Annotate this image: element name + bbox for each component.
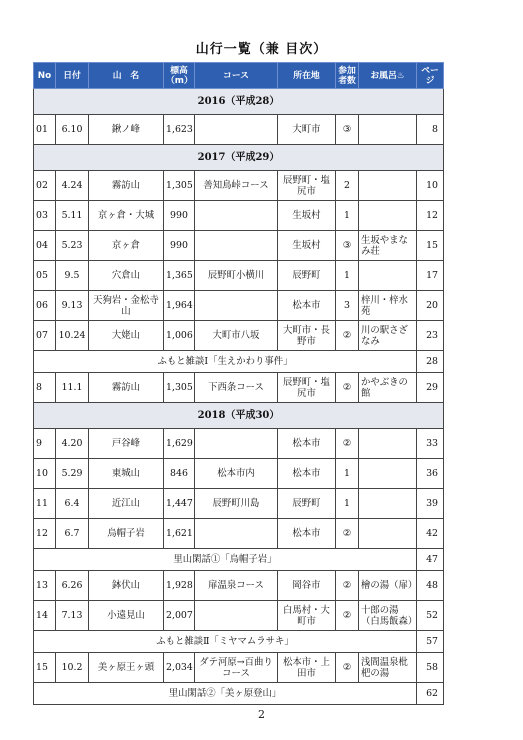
cell-participants: ②	[336, 519, 359, 549]
cell-participants: 1	[336, 261, 359, 291]
cell-elevation: 1,305	[164, 373, 195, 403]
cell-date: 5.11	[56, 201, 89, 231]
cell-participants: 1	[336, 489, 359, 519]
cell-mountain: 鉢伏山	[89, 571, 164, 601]
cell-date: 5.23	[56, 231, 89, 261]
cell-course: 下西条コース	[195, 373, 278, 403]
cell-mountain: 小遠見山	[89, 601, 164, 631]
cell-no: 04	[34, 231, 56, 261]
cell-page: 29	[417, 373, 444, 403]
cell-location: 松本市	[278, 459, 336, 489]
cell-location: 岡谷市	[278, 571, 336, 601]
cell-no: 07	[34, 321, 56, 351]
cell-date: 5.29	[56, 459, 89, 489]
cell-elevation: 1,621	[164, 519, 195, 549]
cell-date: 6.7	[56, 519, 89, 549]
essay-page: 62	[417, 683, 444, 705]
cell-page: 42	[417, 519, 444, 549]
essay-page: 28	[417, 351, 444, 373]
cell-elevation: 990	[164, 231, 195, 261]
cell-no: 03	[34, 201, 56, 231]
page-number: 2	[258, 708, 265, 721]
cell-date: 6.10	[56, 115, 89, 145]
cell-date: 6.26	[56, 571, 89, 601]
table-row	[34, 429, 444, 459]
cell-participants: ②	[336, 321, 359, 351]
year-label: 2017（平成29）	[34, 145, 444, 171]
cell-date: 9.13	[56, 291, 89, 321]
cell-participants: 1	[336, 459, 359, 489]
cell-location: 松本市	[278, 519, 336, 549]
cell-elevation: 2,034	[164, 653, 195, 683]
cell-no: 14	[34, 601, 56, 631]
table-row	[34, 459, 444, 489]
cell-location: 松本市	[278, 291, 336, 321]
cell-location: 辰野町・塩尻市	[278, 171, 336, 201]
cell-bath: 檜の湯（扉）	[359, 571, 417, 601]
table-row	[34, 373, 444, 403]
table-row	[34, 261, 444, 291]
cell-participants: ②	[336, 571, 359, 601]
header-location: 所在地	[278, 63, 336, 89]
cell-elevation: 1,365	[164, 261, 195, 291]
cell-bath: 川の駅さざなみ	[359, 321, 417, 351]
table-row	[34, 519, 444, 549]
cell-participants: ②	[336, 429, 359, 459]
cell-elevation: 2,007	[164, 601, 195, 631]
cell-page: 39	[417, 489, 444, 519]
cell-course: 扉温泉コース	[195, 571, 278, 601]
cell-page: 12	[417, 201, 444, 231]
cell-participants: 2	[336, 171, 359, 201]
year-section-row	[34, 89, 444, 115]
cell-location: 大町市	[278, 115, 336, 145]
cell-no: 13	[34, 571, 56, 601]
table-row	[34, 321, 444, 351]
cell-participants: ③	[336, 231, 359, 261]
cell-location: 辰野町・塩尻市	[278, 373, 336, 403]
cell-course	[195, 115, 278, 145]
cell-elevation: 1,623	[164, 115, 195, 145]
cell-course: 辰野町小横川	[195, 261, 278, 291]
cell-page: 48	[417, 571, 444, 601]
cell-participants: 1	[336, 201, 359, 231]
year-label: 2016（平成28）	[34, 89, 444, 115]
essay-row	[34, 631, 444, 653]
essay-row	[34, 351, 444, 373]
cell-mountain: 霧訪山	[89, 373, 164, 403]
cell-page: 33	[417, 429, 444, 459]
table-row	[34, 489, 444, 519]
cell-participants: ②	[336, 653, 359, 683]
essay-title: ふもと雑談Ⅱ「ミヤマムラサキ」	[34, 631, 417, 653]
cell-date: 4.24	[56, 171, 89, 201]
cell-elevation: 1,006	[164, 321, 195, 351]
table-row	[34, 291, 444, 321]
cell-date: 7.13	[56, 601, 89, 631]
cell-elevation: 846	[164, 459, 195, 489]
cell-elevation: 1,447	[164, 489, 195, 519]
cell-page: 58	[417, 653, 444, 683]
cell-page: 10	[417, 171, 444, 201]
header-mountain: 山 名	[89, 63, 164, 89]
cell-mountain: 霧訪山	[89, 171, 164, 201]
essay-row	[34, 549, 444, 571]
cell-page: 15	[417, 231, 444, 261]
header-elevation: 標高（m）	[164, 63, 195, 89]
cell-location: 大町市・長野市	[278, 321, 336, 351]
cell-page: 8	[417, 115, 444, 145]
essay-row	[34, 683, 444, 705]
cell-participants: ③	[336, 115, 359, 145]
cell-course	[195, 601, 278, 631]
cell-course	[195, 429, 278, 459]
cell-bath	[359, 519, 417, 549]
cell-mountain: 京ヶ倉・大城	[89, 201, 164, 231]
cell-mountain: 近江山	[89, 489, 164, 519]
cell-elevation: 1,928	[164, 571, 195, 601]
cell-bath	[359, 489, 417, 519]
cell-page: 23	[417, 321, 444, 351]
cell-bath	[359, 429, 417, 459]
cell-mountain: 穴倉山	[89, 261, 164, 291]
cell-elevation: 990	[164, 201, 195, 231]
cell-no: 11	[34, 489, 56, 519]
table-row	[34, 115, 444, 145]
table-row	[34, 231, 444, 261]
cell-mountain: 京ヶ倉	[89, 231, 164, 261]
cell-participants: ②	[336, 601, 359, 631]
table-row	[34, 201, 444, 231]
year-section-row	[34, 403, 444, 429]
table-header-row	[34, 63, 444, 89]
cell-date: 9.5	[56, 261, 89, 291]
cell-location: 生坂村	[278, 231, 336, 261]
cell-course: 大町市八坂	[195, 321, 278, 351]
cell-mountain: 東城山	[89, 459, 164, 489]
cell-page: 17	[417, 261, 444, 291]
cell-mountain: 戸谷峰	[89, 429, 164, 459]
cell-bath: 生坂やまなみ荘	[359, 231, 417, 261]
cell-mountain: 天狗岩・金松寺山	[89, 291, 164, 321]
cell-date: 10.2	[56, 653, 89, 683]
cell-elevation: 1,305	[164, 171, 195, 201]
mountain-trip-table	[33, 62, 444, 705]
cell-course	[195, 231, 278, 261]
cell-page: 20	[417, 291, 444, 321]
cell-location: 白馬村・大町市	[278, 601, 336, 631]
cell-no: 05	[34, 261, 56, 291]
cell-no: 01	[34, 115, 56, 145]
cell-bath	[359, 261, 417, 291]
cell-elevation: 1,964	[164, 291, 195, 321]
cell-no: 8	[34, 373, 56, 403]
table-row	[34, 653, 444, 683]
cell-date: 4.20	[56, 429, 89, 459]
cell-course: 辰野町川島	[195, 489, 278, 519]
header-participants: 参加者数	[336, 63, 359, 89]
essay-title: 里山閑話②「美ヶ原登山」	[34, 683, 417, 705]
cell-bath: かやぶきの館	[359, 373, 417, 403]
cell-mountain: 大姥山	[89, 321, 164, 351]
cell-bath: 浅間温泉枇杷の湯	[359, 653, 417, 683]
cell-course: 松本市内	[195, 459, 278, 489]
cell-location: 辰野町	[278, 261, 336, 291]
cell-course	[195, 201, 278, 231]
header-page: ページ	[417, 63, 444, 89]
cell-no: 9	[34, 429, 56, 459]
cell-bath	[359, 459, 417, 489]
cell-course: 善知鳥峠コース	[195, 171, 278, 201]
cell-no: 06	[34, 291, 56, 321]
essay-page: 47	[417, 549, 444, 571]
cell-date: 6.4	[56, 489, 89, 519]
cell-page: 52	[417, 601, 444, 631]
cell-participants: ②	[336, 373, 359, 403]
cell-mountain: 鍬ノ峰	[89, 115, 164, 145]
cell-no: 10	[34, 459, 56, 489]
essay-title: 里山閑話①「烏帽子岩」	[34, 549, 417, 571]
cell-no: 15	[34, 653, 56, 683]
table-row	[34, 171, 444, 201]
header-no: No	[34, 63, 56, 89]
cell-location: 松本市	[278, 429, 336, 459]
cell-page: 36	[417, 459, 444, 489]
cell-elevation: 1,629	[164, 429, 195, 459]
cell-date: 10.24	[56, 321, 89, 351]
cell-bath	[359, 201, 417, 231]
header-date: 日付	[56, 63, 89, 89]
cell-bath: 十郎の湯（白馬飯森）	[359, 601, 417, 631]
cell-bath: 梓川・梓水苑	[359, 291, 417, 321]
cell-no: 12	[34, 519, 56, 549]
table-row	[34, 601, 444, 631]
cell-date: 11.1	[56, 373, 89, 403]
cell-location: 辰野町	[278, 489, 336, 519]
year-label: 2018（平成30）	[34, 403, 444, 429]
cell-location: 松本市・上田市	[278, 653, 336, 683]
page-title: 山行一覧（兼 目次）	[195, 42, 328, 57]
cell-participants: 3	[336, 291, 359, 321]
cell-mountain: 烏帽子岩	[89, 519, 164, 549]
cell-course: ダテ河原→百曲りコース	[195, 653, 278, 683]
cell-course	[195, 291, 278, 321]
table-body	[34, 89, 444, 705]
header-course: コース	[195, 63, 278, 89]
header-bath: お風呂♨	[359, 63, 417, 89]
cell-bath	[359, 115, 417, 145]
essay-title: ふもと雑談Ⅰ「生えかわり事件」	[34, 351, 417, 373]
year-section-row	[34, 145, 444, 171]
cell-bath	[359, 171, 417, 201]
cell-no: 02	[34, 171, 56, 201]
essay-page: 57	[417, 631, 444, 653]
cell-mountain: 美ヶ原王ヶ頭	[89, 653, 164, 683]
table-row	[34, 571, 444, 601]
cell-course	[195, 519, 278, 549]
cell-location: 生坂村	[278, 201, 336, 231]
